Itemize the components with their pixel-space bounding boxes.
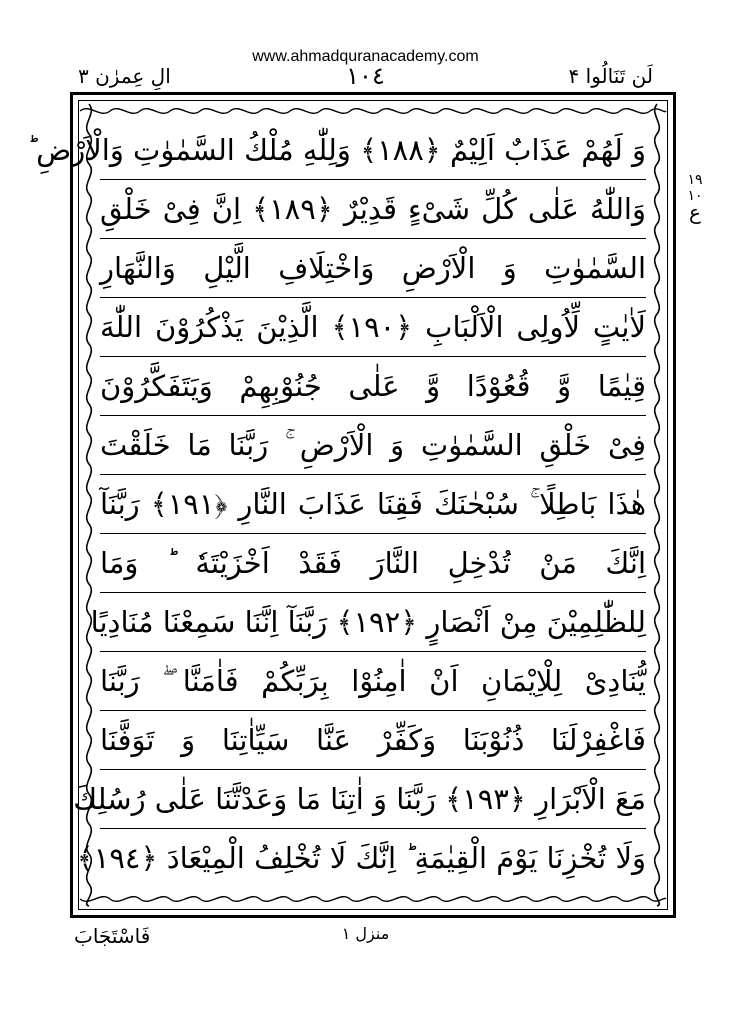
text-line: لَاٰيٰتٍ لِّاُولِى الْاَلْبَابِ ﴿١٩٠﴾ الَّذِيْنَ يَذْكُرُوْنَ اللّٰهَ [100, 297, 646, 356]
vine-border-bottom [80, 890, 666, 908]
quran-text-area [26, 120, 647, 890]
surah-name: الِ عِمرٰن ٣ [78, 64, 171, 88]
text-line: قِيٰمًا وَّ قُعُوْدًا وَّ عَلٰى جُنُوْبِهِمْ وَيَتَفَكَّرُوْنَ [100, 356, 646, 415]
text-line: فِىْ خَلْقِ السَّمٰوٰتِ وَ الْاَرْضِ ۚ رَبَّنَا مَا خَلَقْتَ [100, 415, 646, 474]
ruku-marker [680, 172, 710, 224]
text-line: مَعَ الْاَبْرَارِ ﴿١٩٣﴾ رَبَّنَا وَ اٰتِنَا مَا وَعَدْتَّنَا عَلٰى رُسُلِكَ [100, 769, 646, 828]
vine-border-top [80, 102, 666, 120]
text-line: السَّمٰوٰتِ وَ الْاَرْضِ وَاخْتِلَافِ الَّيْلِ وَالنَّهَارِ [100, 238, 646, 297]
catchword: فَاسْتَجَابَ [74, 924, 151, 948]
vine-border-right [648, 104, 666, 906]
text-line: يُّنَادِىْ لِلْاِيْمَانِ اَنْ اٰمِنُوْا بِرَبِّكُمْ فَاٰمَنَّا ۖ رَبَّنَا [100, 651, 646, 710]
ruku-numbers: ١٩ ١٠ [687, 172, 703, 204]
ruku-sign: ع [689, 200, 701, 224]
text-line: وَاللّٰهُ عَلٰى كُلِّ شَیْءٍ قَدِيْرٌ ﴿١٨٩﴾ اِنَّ فِىْ خَلْقِ [100, 179, 646, 238]
text-line: فَاغْفِرْلَنَا ذُنُوْبَنَا وَكَفِّرْ عَنَّا سَيِّاٰتِنَا وَ تَوَفَّنَا [100, 710, 646, 769]
page-number: ١٠٤ [346, 62, 385, 90]
manzil-label: منزل ١ [341, 924, 390, 943]
website-url[interactable]: www.ahmadquranacademy.com [252, 48, 479, 65]
text-line: اِنَّكَ مَنْ تُدْخِلِ النَّارَ فَقَدْ اَخْزَيْتَهٗ ؕ وَمَا [100, 533, 646, 592]
text-line: وَلَا تُخْزِنَا يَوْمَ الْقِيٰمَةِ ؕ اِنَّكَ لَا تُخْلِفُ الْمِيْعَادَ ﴿١٩٤﴾ [100, 828, 646, 887]
text-line: لِلظّٰلِمِيْنَ مِنْ اَنْصَارٍ ﴿١٩٢﴾ رَبَّنَآ اِنَّنَا سَمِعْنَا مُنَادِيًا [100, 592, 646, 651]
text-line: وَ لَهُمْ عَذَابٌ اَلِيْمٌ ﴿١٨٨﴾ وَلِلّٰهِ مُلْكُ السَّمٰوٰتِ وَالْاَرْضِ ؕ [26, 132, 646, 167]
text-line: هٰذَا بَاطِلًا ۚ سُبْحٰنَكَ فَقِنَا عَذَابَ النَّارِ ﴿١٩١﴾ رَبَّنَآ [100, 474, 646, 533]
para-name: لَن تَنَالُوا ۴ [568, 64, 653, 88]
